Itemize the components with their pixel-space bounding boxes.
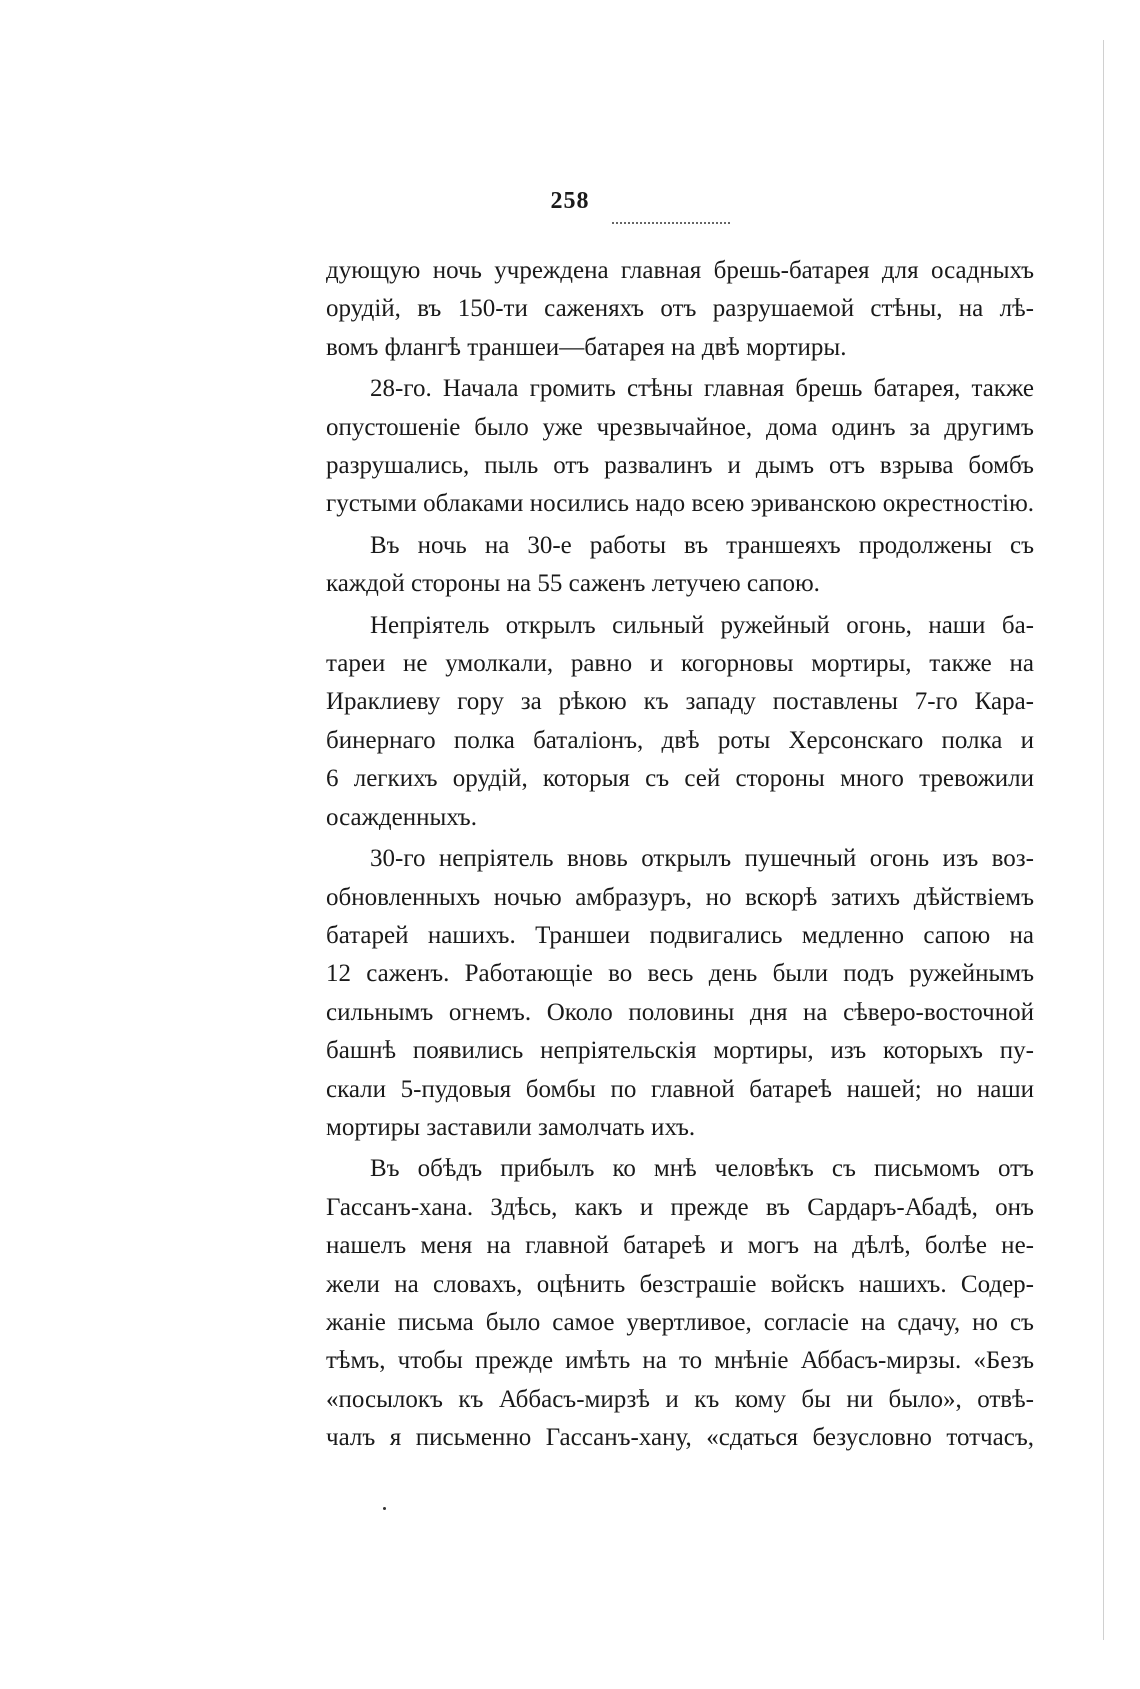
text-line: Непріятель открылъ сильный ружейный огонь, наши ба- [370,611,1034,639]
text-line: разрушались, пыль отъ развалинъ и дымъ отъ взрыва бомбъ [326,452,1034,480]
text-line: сильнымъ огнемъ. Около половины дня на сѣверо-восточной [326,998,1034,1026]
text-line: 6 легкихъ орудій, которыя съ сей стороны много тревожили [326,765,1034,793]
text-line: скали 5-пудовыя бомбы по главной батареѣ нашей; но наши [326,1075,1034,1103]
body-text [326,252,1034,1461]
text-line: вомъ флангѣ траншеи—батарея на двѣ мортиры. [326,333,847,361]
text-line: бинернаго полка баталіонъ, двѣ роты Херсонскаго полка и [326,726,1034,754]
text-line: осажденныхъ. [326,803,477,831]
text-line: густыми облаками носились надо всею эриванскою окрестностію. [326,490,1034,518]
text-line: обновленныхъ ночью амбразуръ, но вскорѣ затихъ дѣйствіемъ [326,883,1034,911]
paragraph [326,840,1034,1147]
text-line: Гассанъ-хана. Здѣсь, какъ и прежде въ Сардаръ-Абадѣ, онъ [326,1193,1034,1221]
text-line: Въ обѣдъ прибылъ ко мнѣ человѣкъ съ письмомъ отъ [370,1155,1034,1183]
text-line: Ираклиеву гору за рѣкою къ западу поставлены 7-го Кара- [326,688,1034,716]
text-line: жели на словахъ, оцѣнить безстрашіе войскъ нашихъ. Содер- [326,1270,1034,1298]
paragraph [326,370,1034,524]
text-line: мортиры заставили замолчать ихъ. [326,1113,696,1141]
text-line: 30-го непріятель вновь открылъ пушечный огонь изъ воз- [370,845,1034,873]
text-line: дующую ночь учреждена главная брешь-батарея для осадныхъ [326,257,1034,284]
text-line: чалъ я письменно Гассанъ-хану, «сдаться безусловно тотчасъ, [326,1424,1034,1452]
page-edge-line [1103,40,1104,1640]
paragraph [326,252,1034,367]
paragraph [326,1150,1034,1457]
text-line: Въ ночь на 30-е работы въ траншеяхъ продолжены съ [370,531,1034,559]
text-line: тѣмъ, чтобы прежде имѣть на то мнѣніе Аббасъ-мирзы. «Безъ [326,1347,1034,1375]
paragraph [326,607,1034,837]
text-line: батарей нашихъ. Траншеи подвигались медленно сапою на [326,921,1034,949]
text-line: 28-го. Начала громить стѣны главная брешь батарея, также [370,375,1034,403]
text-line: жаніе письма было самое увертливое, согласіе на сдачу, но съ [326,1308,1034,1336]
text-line: тареи не умолкали, равно и когорновы мортиры, также на [326,650,1034,678]
text-line: нашелъ меня на главной батареѣ и могъ на дѣлѣ, болѣе не- [326,1232,1034,1260]
scan-speck [383,1507,386,1510]
paragraph [326,527,1034,604]
page-number-ornament [612,222,730,224]
text-line: орудій, въ 150-ти саженяхъ отъ разрушаемой стѣны, на лѣ- [326,295,1034,323]
text-line: «посылокъ къ Аббасъ-мирзѣ и къ кому бы ни было», отвѣ- [326,1385,1034,1413]
text-line: каждой стороны на 55 саженъ летучею сапою. [326,570,820,598]
text-line: опустошеніе было уже чрезвычайное, дома одинъ за другимъ [326,413,1034,441]
page-number: 258 [550,188,590,214]
text-line: башнѣ появились непріятельскія мортиры, изъ которыхъ пу- [326,1037,1034,1065]
text-line: 12 саженъ. Работающіе во весь день были подъ ружейнымъ [326,960,1034,988]
